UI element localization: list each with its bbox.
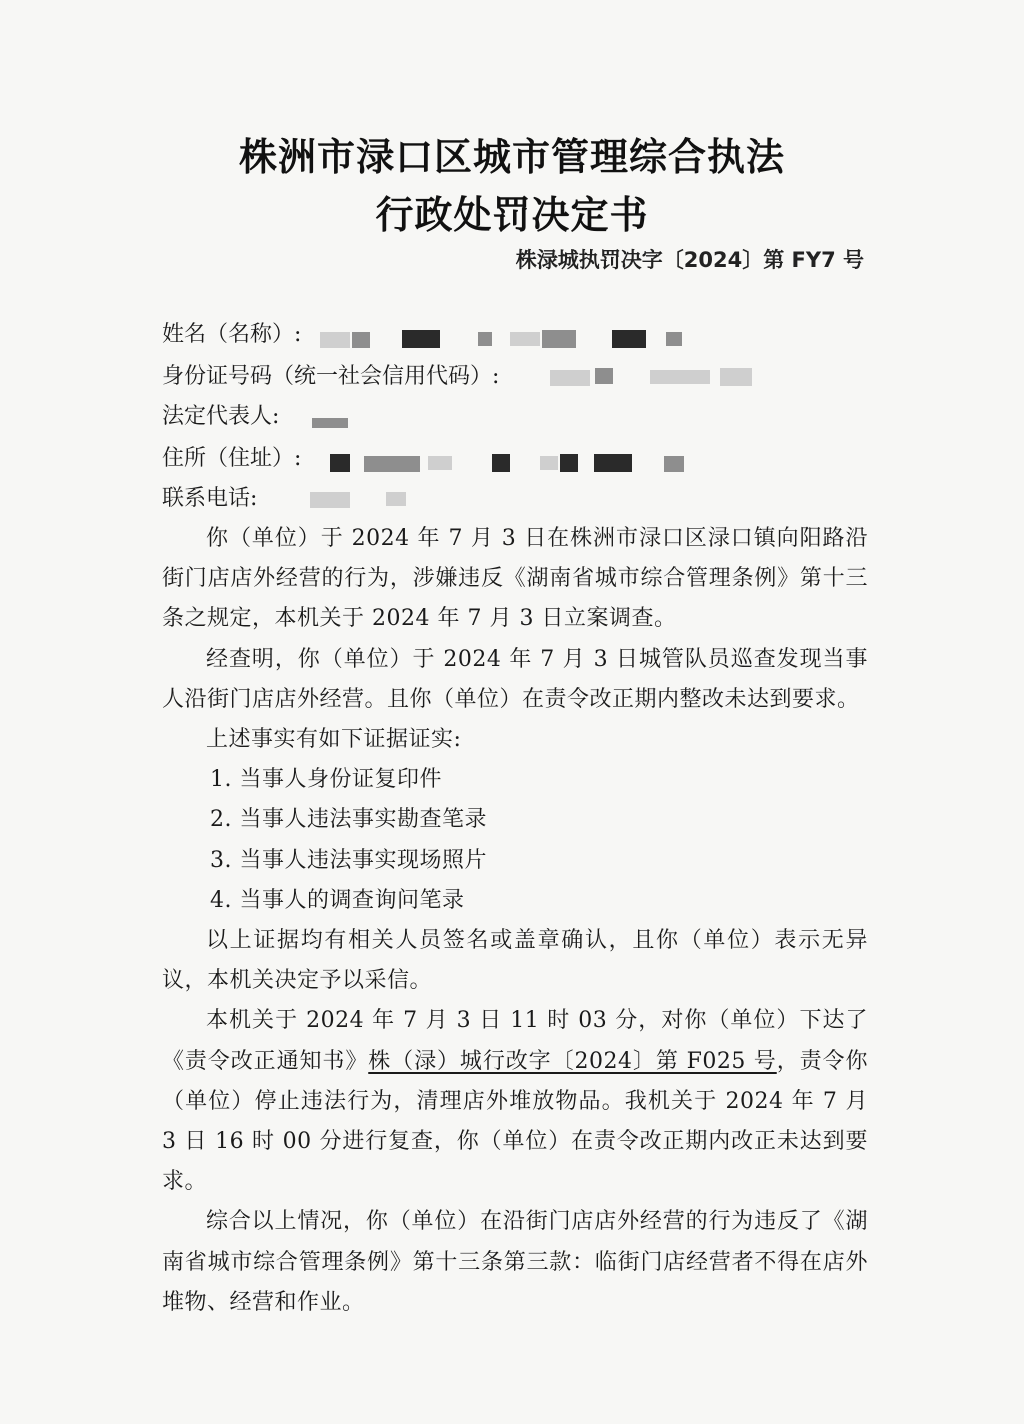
document-title-line1: 株洲市渌口区城市管理综合执法 xyxy=(238,135,785,179)
address-label: 住所（住址）: xyxy=(162,446,302,471)
legal-rep-label: 法定代表人: xyxy=(162,404,280,429)
correction-notice-text-a: 本机关于 2024 年 7 月 3 日 11 时 03 分，对你（单位）下达了《责令改正通知书》 xyxy=(162,1008,868,1074)
id-number-redaction xyxy=(540,366,760,390)
evidence-item: 2. 当事人违法事实勘查笔录 xyxy=(210,807,487,833)
conclusion-paragraph: 综合以上情况，你（单位）在沿街门店店外经营的行为违反了《湖南省城市综合管理条例》第十三条第三款：临街门店经营者不得在店外堆物、经营和作业。 xyxy=(162,1209,868,1315)
phone-label: 联系电话: xyxy=(162,486,258,511)
evidence-item: 4. 当事人的调查询问笔录 xyxy=(210,887,465,913)
phone-redaction xyxy=(290,488,420,512)
document-body xyxy=(162,519,868,1323)
name-redaction xyxy=(310,330,690,350)
correction-notice-reference: 株（渌）城行改字〔2024〕第 F025 号 xyxy=(368,1048,777,1074)
evidence-intro: 上述事实有如下证据证实: xyxy=(206,727,462,753)
evidence-item: 3. 当事人违法事实现场照片 xyxy=(210,847,487,873)
findings-paragraph: 经查明，你（单位）于 2024 年 7 月 3 日城管队员巡查发现当事人沿街门店店外经营。且你（单位）在责令改正期内整改未达到要求。 xyxy=(162,646,868,712)
document-number: 株渌城执罚决字〔2024〕第 FY7 号 xyxy=(515,248,864,272)
id-number-label: 身份证号码（统一社会信用代码）: xyxy=(162,364,500,389)
legal-rep-redaction xyxy=(312,416,352,430)
correction-notice-text-b: ，责令你（单位）停止违法行为，清理店外堆放物品。我机关于 2024 年 7 月 3 日 16 时 00 分进行复查，你（单位）在责令改正期内改正未达到要求。 xyxy=(162,1048,868,1195)
address-redaction xyxy=(330,454,690,474)
evidence-item: 1. 当事人身份证复印件 xyxy=(210,767,442,793)
correction-notice-paragraph xyxy=(162,1001,868,1202)
case-intro-paragraph: 你（单位）于 2024 年 7 月 3 日在株洲市渌口区渌口镇向阳路沿街门店店外经营的行为，涉嫌违反《湖南省城市综合管理条例》第十三条之规定，本机关于 2024 年 7 月 3 日立案调查。 xyxy=(162,526,868,632)
document-title-line2: 行政处罚决定书 xyxy=(375,193,649,237)
name-label: 姓名（名称）: xyxy=(162,322,302,347)
evidence-acceptance-paragraph: 以上证据均有相关人员签名或盖章确认，且你（单位）表示无异议，本机关决定予以采信。 xyxy=(162,928,868,994)
